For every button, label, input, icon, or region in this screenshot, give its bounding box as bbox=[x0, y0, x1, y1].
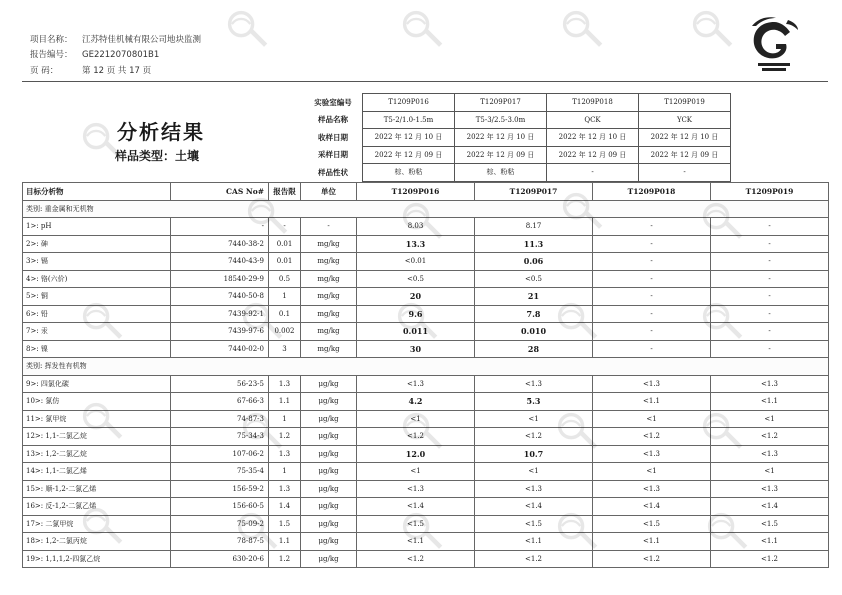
watermark-icon bbox=[225, 8, 271, 54]
cas-number: 7440-50-8 bbox=[171, 288, 269, 306]
results-header-row bbox=[23, 183, 829, 201]
company-logo-icon bbox=[742, 12, 806, 76]
result-value: <1.1 bbox=[475, 533, 593, 551]
result-value: <1.3 bbox=[593, 375, 711, 393]
unit: μg/kg bbox=[301, 498, 357, 516]
sample-info-cell: T1209P018 bbox=[547, 94, 639, 112]
unit: μg/kg bbox=[301, 463, 357, 481]
header-limit: 报告限 bbox=[269, 183, 301, 201]
result-value: <1.2 bbox=[711, 550, 829, 568]
category-row bbox=[23, 200, 829, 218]
result-value: <1.5 bbox=[475, 515, 593, 533]
sample-info-row bbox=[304, 164, 731, 182]
result-value: - bbox=[593, 253, 711, 271]
result-value: 21 bbox=[475, 288, 593, 306]
result-value: <1 bbox=[593, 410, 711, 428]
unit: mg/kg bbox=[301, 305, 357, 323]
report-limit: 0.01 bbox=[269, 253, 301, 271]
report-limit: 1 bbox=[269, 410, 301, 428]
cas-number: 78-87-5 bbox=[171, 533, 269, 551]
header-sample-2: T1209P017 bbox=[475, 183, 593, 201]
report-limit: 0.1 bbox=[269, 305, 301, 323]
cas-number: 67-66-3 bbox=[171, 393, 269, 411]
result-value: 8.17 bbox=[475, 218, 593, 236]
unit: μg/kg bbox=[301, 375, 357, 393]
report-limit: 1.1 bbox=[269, 533, 301, 551]
category-row bbox=[23, 358, 829, 376]
sample-info-cell: 2022 年 12 月 10 日 bbox=[455, 129, 547, 147]
category-title: 类别: 重金属和无机物 bbox=[23, 200, 829, 218]
cas-number: 156-60-5 bbox=[171, 498, 269, 516]
analyte-name: 19>: 1,1,1,2-四氯乙烷 bbox=[23, 550, 171, 568]
table-row bbox=[23, 410, 829, 428]
analyte-name: 2>: 砷 bbox=[23, 235, 171, 253]
result-value: <1.4 bbox=[593, 498, 711, 516]
result-value: 11.3 bbox=[475, 235, 593, 253]
result-value: <1.3 bbox=[357, 375, 475, 393]
sample-info-cell: 2022 年 12 月 09 日 bbox=[363, 146, 455, 164]
table-row bbox=[23, 305, 829, 323]
table-row bbox=[23, 218, 829, 236]
sample-info-label: 样品性状 bbox=[318, 167, 348, 177]
result-value: <1.5 bbox=[357, 515, 475, 533]
result-value: <1.1 bbox=[593, 393, 711, 411]
result-value: <1.4 bbox=[357, 498, 475, 516]
result-value: 20 bbox=[357, 288, 475, 306]
sample-info-table bbox=[304, 93, 731, 182]
header-sample-4: T1209P019 bbox=[711, 183, 829, 201]
cas-number: 18540-29-9 bbox=[171, 270, 269, 288]
report-limit: 0.01 bbox=[269, 235, 301, 253]
report-limit: 1.3 bbox=[269, 375, 301, 393]
unit: mg/kg bbox=[301, 253, 357, 271]
analyte-name: 7>: 汞 bbox=[23, 323, 171, 341]
result-value: - bbox=[711, 218, 829, 236]
table-row bbox=[23, 270, 829, 288]
result-value: 8.03 bbox=[357, 218, 475, 236]
unit: μg/kg bbox=[301, 410, 357, 428]
cas-number: 75-09-2 bbox=[171, 515, 269, 533]
cas-number: 75-35-4 bbox=[171, 463, 269, 481]
unit: μg/kg bbox=[301, 480, 357, 498]
result-value: 30 bbox=[357, 340, 475, 358]
page-label: 页 码： bbox=[30, 66, 59, 76]
table-row bbox=[23, 498, 829, 516]
cas-number: 75-34-3 bbox=[171, 428, 269, 446]
sample-info-cell: 2022 年 12 月 09 日 bbox=[455, 146, 547, 164]
result-value: <1.3 bbox=[475, 375, 593, 393]
result-value: <0.01 bbox=[357, 253, 475, 271]
report-limit: 3 bbox=[269, 340, 301, 358]
sample-info-cell: 2022 年 12 月 09 日 bbox=[639, 146, 731, 164]
table-row bbox=[23, 480, 829, 498]
result-value: 0.011 bbox=[357, 323, 475, 341]
result-value: <1.3 bbox=[593, 445, 711, 463]
result-value: <1 bbox=[357, 463, 475, 481]
sample-info-row bbox=[304, 94, 731, 112]
result-value: 13.3 bbox=[357, 235, 475, 253]
result-value: - bbox=[711, 270, 829, 288]
result-value: <1.1 bbox=[711, 393, 829, 411]
sample-info-label: 收样日期 bbox=[318, 132, 348, 142]
unit: μg/kg bbox=[301, 533, 357, 551]
page-line bbox=[30, 64, 151, 76]
result-value: <1.3 bbox=[593, 480, 711, 498]
unit: - bbox=[301, 218, 357, 236]
unit: μg/kg bbox=[301, 550, 357, 568]
sample-info-row bbox=[304, 129, 731, 147]
table-row bbox=[23, 393, 829, 411]
page-value: 第 12 页 共 17 页 bbox=[82, 66, 152, 76]
table-row bbox=[23, 323, 829, 341]
sample-info-label: 样品名称 bbox=[318, 115, 348, 125]
result-value: <1.2 bbox=[357, 550, 475, 568]
result-value: 9.6 bbox=[357, 305, 475, 323]
header-sample-1: T1209P016 bbox=[357, 183, 475, 201]
result-value: 10.7 bbox=[475, 445, 593, 463]
sample-info-row bbox=[304, 111, 731, 129]
table-row bbox=[23, 253, 829, 271]
report-limit: 1.2 bbox=[269, 428, 301, 446]
table-row bbox=[23, 445, 829, 463]
result-value: <1.3 bbox=[711, 480, 829, 498]
result-value: 0.06 bbox=[475, 253, 593, 271]
cas-number: 156-59-2 bbox=[171, 480, 269, 498]
report-limit: 1.2 bbox=[269, 550, 301, 568]
result-value: <1.4 bbox=[475, 498, 593, 516]
sample-info-cell: 棕、粉粘 bbox=[363, 164, 455, 182]
result-value: <1.2 bbox=[475, 428, 593, 446]
result-value: - bbox=[593, 323, 711, 341]
result-value: <1.3 bbox=[475, 480, 593, 498]
analyte-name: 6>: 铅 bbox=[23, 305, 171, 323]
cas-number: 7440-38-2 bbox=[171, 235, 269, 253]
result-value: <1 bbox=[475, 463, 593, 481]
result-value: - bbox=[593, 235, 711, 253]
table-row bbox=[23, 515, 829, 533]
report-label: 报告编号： bbox=[30, 50, 73, 60]
analyte-name: 10>: 氯仿 bbox=[23, 393, 171, 411]
result-value: <1.1 bbox=[711, 533, 829, 551]
report-limit: 1.1 bbox=[269, 393, 301, 411]
result-value: - bbox=[711, 288, 829, 306]
result-value: <1.5 bbox=[711, 515, 829, 533]
result-value: 7.8 bbox=[475, 305, 593, 323]
result-value: <1.2 bbox=[593, 428, 711, 446]
unit: mg/kg bbox=[301, 270, 357, 288]
result-value: <1.2 bbox=[475, 550, 593, 568]
project-label: 项目名称： bbox=[30, 35, 73, 45]
result-value: - bbox=[593, 270, 711, 288]
analyte-name: 12>: 1,1-二氯乙烷 bbox=[23, 428, 171, 446]
result-value: - bbox=[593, 305, 711, 323]
result-value: <1.2 bbox=[593, 550, 711, 568]
cas-number: 74-87-3 bbox=[171, 410, 269, 428]
result-value: <1.2 bbox=[357, 428, 475, 446]
result-value: 5.3 bbox=[475, 393, 593, 411]
report-value: GE2212070801B1 bbox=[82, 50, 160, 60]
result-value: <1.3 bbox=[357, 480, 475, 498]
sample-info-cell: - bbox=[547, 164, 639, 182]
result-value: <0.5 bbox=[475, 270, 593, 288]
cas-number: 7439-97-6 bbox=[171, 323, 269, 341]
unit: μg/kg bbox=[301, 393, 357, 411]
result-value: <0.5 bbox=[357, 270, 475, 288]
sample-info-label: 实验室编号 bbox=[314, 97, 352, 107]
watermark-icon bbox=[690, 8, 736, 54]
unit: μg/kg bbox=[301, 515, 357, 533]
report-limit: 0.5 bbox=[269, 270, 301, 288]
analyte-name: 16>: 反-1,2-二氯乙烯 bbox=[23, 498, 171, 516]
result-value: - bbox=[711, 235, 829, 253]
table-row bbox=[23, 463, 829, 481]
report-limit: 1 bbox=[269, 463, 301, 481]
project-value: 江苏特佳机械有限公司地块监测 bbox=[82, 35, 202, 45]
sample-info-row bbox=[304, 146, 731, 164]
cas-number: 7439-92-1 bbox=[171, 305, 269, 323]
sample-info-label: 采样日期 bbox=[318, 150, 348, 160]
analyte-name: 5>: 铜 bbox=[23, 288, 171, 306]
unit: mg/kg bbox=[301, 235, 357, 253]
analyte-name: 18>: 1,2-二氯丙烷 bbox=[23, 533, 171, 551]
cas-number: 7440-43-9 bbox=[171, 253, 269, 271]
analyte-name: 13>: 1,2-二氯乙烷 bbox=[23, 445, 171, 463]
sample-info-cell: YCK bbox=[639, 111, 731, 129]
result-value: 12.0 bbox=[357, 445, 475, 463]
sample-info-cell: 2022 年 12 月 10 日 bbox=[363, 129, 455, 147]
analyte-name: 15>: 顺-1,2-二氯乙烯 bbox=[23, 480, 171, 498]
header-cas: CAS No# bbox=[171, 183, 269, 201]
results-table bbox=[22, 182, 829, 568]
unit: mg/kg bbox=[301, 288, 357, 306]
result-value: <1.3 bbox=[711, 375, 829, 393]
result-value: - bbox=[711, 305, 829, 323]
page-title: 分析结果 bbox=[117, 120, 205, 144]
result-value: - bbox=[593, 288, 711, 306]
analyte-name: 11>: 氯甲烷 bbox=[23, 410, 171, 428]
watermark-icon bbox=[400, 8, 446, 54]
result-value: <1.1 bbox=[593, 533, 711, 551]
analyte-name: 14>: 1,1-二氯乙烯 bbox=[23, 463, 171, 481]
sample-info-cell: - bbox=[639, 164, 731, 182]
report-limit: 1.3 bbox=[269, 445, 301, 463]
sample-info-cell: T1209P019 bbox=[639, 94, 731, 112]
header-sample-3: T1209P018 bbox=[593, 183, 711, 201]
cas-number: 7440-02-0 bbox=[171, 340, 269, 358]
header-analyte: 目标分析物 bbox=[23, 183, 171, 201]
table-row bbox=[23, 375, 829, 393]
result-value: <1.3 bbox=[711, 445, 829, 463]
report-limit: 1 bbox=[269, 288, 301, 306]
result-value: <1.2 bbox=[711, 428, 829, 446]
sample-info-cell: 2022 年 12 月 10 日 bbox=[547, 129, 639, 147]
cas-number: 630-20-6 bbox=[171, 550, 269, 568]
table-row bbox=[23, 235, 829, 253]
result-value: <1.5 bbox=[593, 515, 711, 533]
sample-info-cell: T1209P016 bbox=[363, 94, 455, 112]
analyte-name: 1>: pH bbox=[23, 218, 171, 236]
sample-info-cell: 2022 年 12 月 10 日 bbox=[639, 129, 731, 147]
result-value: <1 bbox=[475, 410, 593, 428]
cas-number: 107-06-2 bbox=[171, 445, 269, 463]
result-value: 0.010 bbox=[475, 323, 593, 341]
header-divider bbox=[22, 81, 828, 82]
result-value: <1.4 bbox=[711, 498, 829, 516]
result-value: - bbox=[711, 323, 829, 341]
table-row bbox=[23, 288, 829, 306]
cas-number: 56-23-5 bbox=[171, 375, 269, 393]
report-limit: 1.3 bbox=[269, 480, 301, 498]
watermark-icon bbox=[560, 8, 606, 54]
analyte-name: 17>: 二氯甲烷 bbox=[23, 515, 171, 533]
sample-info-cell: 棕、粉粘 bbox=[455, 164, 547, 182]
sample-info-cell: T1209P017 bbox=[455, 94, 547, 112]
table-row bbox=[23, 550, 829, 568]
analyte-name: 4>: 铬(六价) bbox=[23, 270, 171, 288]
result-value: 28 bbox=[475, 340, 593, 358]
result-value: - bbox=[593, 340, 711, 358]
table-row bbox=[23, 533, 829, 551]
sample-info-cell: T5-3/2.5-3.0m bbox=[455, 111, 547, 129]
analyte-name: 3>: 镉 bbox=[23, 253, 171, 271]
category-title: 类别: 挥发性有机物 bbox=[23, 358, 829, 376]
unit: mg/kg bbox=[301, 323, 357, 341]
result-value: <1 bbox=[593, 463, 711, 481]
report-limit: 1.5 bbox=[269, 515, 301, 533]
sample-info-cell: 2022 年 12 月 09 日 bbox=[547, 146, 639, 164]
table-row bbox=[23, 428, 829, 446]
report-line bbox=[30, 48, 159, 60]
header-unit: 单位 bbox=[301, 183, 357, 201]
table-row bbox=[23, 340, 829, 358]
sample-type: 样品类型：土壤 bbox=[115, 149, 200, 163]
result-value: 4.2 bbox=[357, 393, 475, 411]
cas-number: - bbox=[171, 218, 269, 236]
result-value: <1 bbox=[711, 410, 829, 428]
report-limit: 0.002 bbox=[269, 323, 301, 341]
result-value: <1 bbox=[711, 463, 829, 481]
result-value: - bbox=[711, 253, 829, 271]
result-value: <1.1 bbox=[357, 533, 475, 551]
unit: μg/kg bbox=[301, 445, 357, 463]
sample-info-cell: QCK bbox=[547, 111, 639, 129]
sample-info-cell: T5-2/1.0-1.5m bbox=[363, 111, 455, 129]
unit: mg/kg bbox=[301, 340, 357, 358]
result-value: - bbox=[711, 340, 829, 358]
report-limit: 1.4 bbox=[269, 498, 301, 516]
analyte-name: 9>: 四氯化碳 bbox=[23, 375, 171, 393]
analyte-name: 8>: 镍 bbox=[23, 340, 171, 358]
report-limit: - bbox=[269, 218, 301, 236]
unit: μg/kg bbox=[301, 428, 357, 446]
result-value: <1 bbox=[357, 410, 475, 428]
project-line bbox=[30, 33, 201, 45]
result-value: - bbox=[593, 218, 711, 236]
